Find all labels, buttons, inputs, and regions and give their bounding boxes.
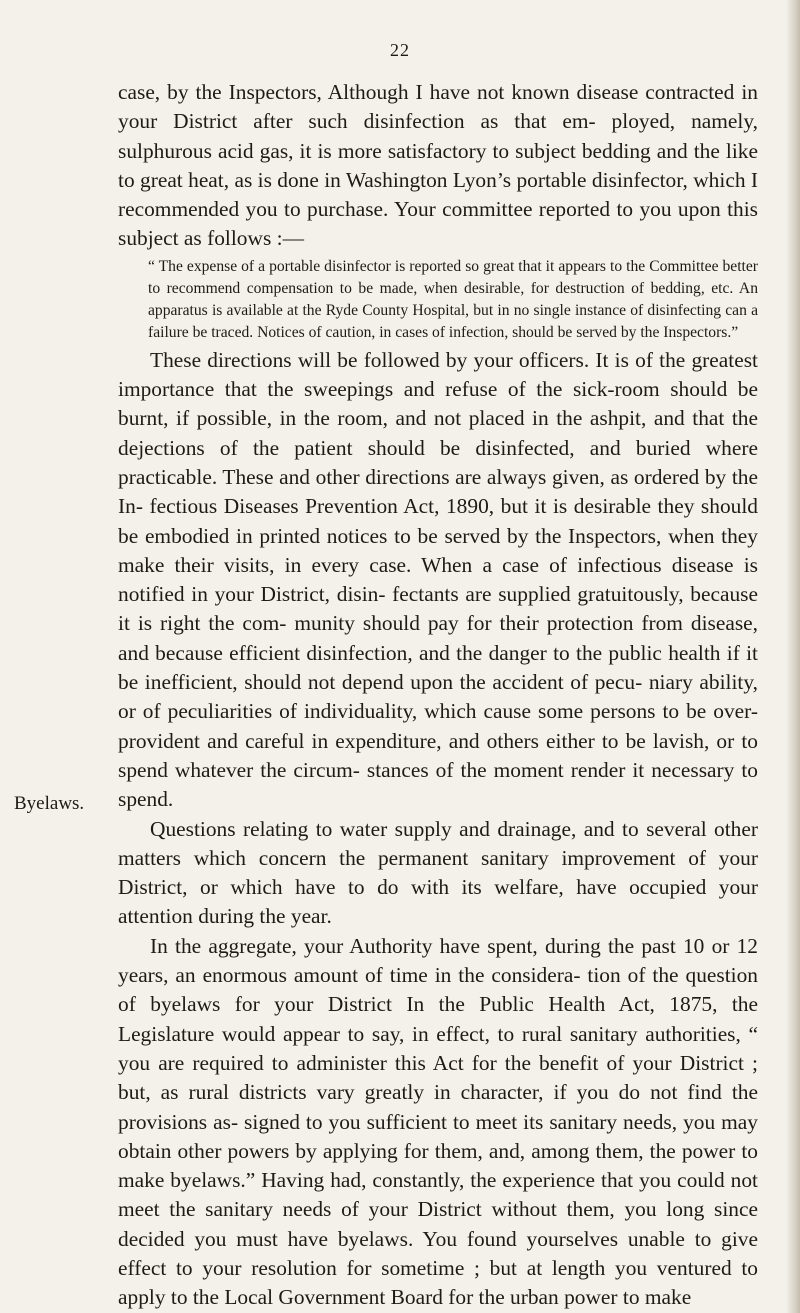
page-number: 22	[390, 40, 410, 60]
paragraph-byelaws: In the aggregate, your Authority have spent, during the past 10 or 12 years, an enormous amount of time in the considera- tion of the question of byelaws for your District In the Public Health Act, 1875, the Legislature would appear to say, in effect, to rural sanitary authorities, “ you are required to administer this Act for the benefit of your District ; but, as rural districts vary greatly in character, if you do not find the provisions as- signed to you sufficient to meet its sanitary needs, you may obtain other powers by applying for them, and, among them, the power to make byelaws.” Having had, constantly, the experience that you could not meet the sanitary needs of your District without them, you long since decided you must have byelaws. You found yourselves unable to give effect to your resolution for sometime ; but at length you ventured to apply to the Local Government Board for the urban power to make	[118, 933, 758, 1310]
paragraph-disinfection: case, by the Inspectors, Although I have not known disease contracted in your District after such disinfection as that em- ployed, namely, sulphurous acid gas, it is more satisfactory to subject bedding and the like to great heat, as is done in Washington Lyon’s portable disinfector, which I recommended you to purchase. Your committee reported to you upon this subject as follows :—	[118, 80, 758, 251]
committee-quote: “ The expense of a portable disinfector is reported so great that it appears to the Committee better to recommend compensation to be made, when desirable, for destruction of bedding, etc. An apparatus is available at the Ryde County Hospital, but in no single instance of disinfecting can a failure be traced. Notices of caution, in cases of infection, should be served by the Inspectors.”	[148, 257, 758, 341]
margin-note-byelaws: Byelaws.	[14, 793, 85, 814]
paragraph-water-supply: Questions relating to water supply and drainage, and to several other matters which concern the permanent sanitary improvement of your District, or which have to do with its welfare, have occupied your attention during the year.	[118, 816, 758, 929]
page-edge-shadow	[786, 0, 800, 1313]
body-text	[118, 78, 758, 1313]
paragraph-directions: These directions will be followed by your officers. It is of the greatest importance that the sweepings and refuse of the sick-room should be burnt, if possible, in the room, and not placed in the ashpit, and that the dejections of the patient should be disinfected, and buried where practicable. These and other directions are always given, as ordered by the In- fectious Diseases Prevention Act, 1890, but it is desirable they should be embodied in printed notices to be served by the Inspectors, when they make their visits, in every case. When a case of infectious disease is notified in your District, disin- fectants are supplied gratuitously, because it is right the com- munity should pay for their protection from disease, and because efficient disinfection, and the danger to the public health if it be inefficient, should not depend upon the accident of pecu- niary ability, or of peculiarities of individuality, which cause some persons to be over-provident and careful in expenditure, and others either to be lavish, or to spend whatever the circum- stances of the moment render it necessary to spend.	[118, 347, 758, 812]
